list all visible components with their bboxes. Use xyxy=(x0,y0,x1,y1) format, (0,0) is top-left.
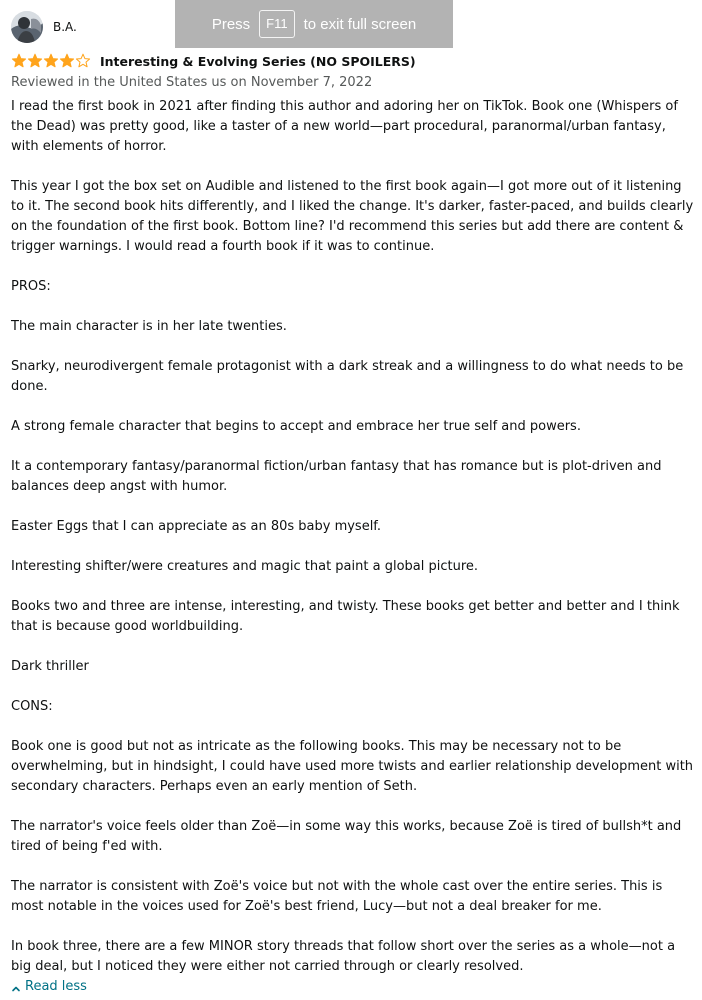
read-less-label[interactable]: Read less xyxy=(25,979,87,994)
user-avatar-icon[interactable] xyxy=(11,11,43,43)
review-paragraph: Dark thriller xyxy=(11,659,89,674)
fullscreen-notice-prefix: Press xyxy=(211,15,251,33)
review-paragraph: It a contemporary fantasy/paranormal fiction/urban fantasy that has romance but is plot-driven and balances deep angst with humor. xyxy=(11,459,662,494)
review-date: Reviewed in the United States us on November 7, 2022 xyxy=(11,75,373,90)
review-paragraph: I read the first book in 2021 after finding this author and adoring her on TikTok. Book one (Whispers of the Dead) was pretty good, like a taster of a new world—part procedural, paranormal/urban fantasy, with elements of horror. xyxy=(11,99,678,154)
star-filled-icon xyxy=(11,53,27,69)
fullscreen-notice xyxy=(175,0,453,48)
star-filled-icon xyxy=(59,53,75,69)
star-empty-icon xyxy=(75,53,91,69)
review-title-row xyxy=(11,51,697,71)
review-paragraph: The narrator's voice feels older than Zoë—in some way this works, because Zoë is tired of bullsh*t and tired of being f'ed with. xyxy=(11,819,682,854)
review-paragraph: This year I got the box set on Audible and listened to the first book again—I got more out of it listening to it. The second book hits differently, and I liked the change. It's darker, faster-paced, and builds clearly on the foundation of the first book. Bottom line? I'd recommend this series but add there are content & trigger warnings. I would read a fourth book if it was to continue. xyxy=(11,179,694,254)
star-filled-icon xyxy=(27,53,43,69)
reviewer-name[interactable]: B.A. xyxy=(53,20,77,34)
star-filled-icon xyxy=(43,53,59,69)
chevron-up-icon xyxy=(11,982,21,992)
review-paragraph: CONS: xyxy=(11,699,53,714)
review-title[interactable]: Interesting & Evolving Series (NO SPOILERS) xyxy=(100,53,416,69)
review-text xyxy=(11,97,697,977)
review-paragraph: Books two and three are intense, interesting, and twisty. These books get better and better and I think that is because good worldbuilding. xyxy=(11,599,680,634)
review-paragraph: In book three, there are a few MINOR story threads that follow short over the series as a whole—not a big deal, but I noticed they were either not carried through or clearly resolved. xyxy=(11,939,676,974)
star-rating[interactable] xyxy=(11,53,91,69)
review-paragraph: Interesting shifter/were creatures and magic that paint a global picture. xyxy=(11,559,479,574)
review-paragraph: Snarky, neurodivergent female protagonist with a dark streak and a willingness to do what needs to be done. xyxy=(11,359,684,394)
review-paragraph: PROS: xyxy=(11,279,51,294)
f11-key-badge: F11 xyxy=(259,10,294,38)
review-paragraph: Book one is good but not as intricate as the following books. This may be necessary not to be overwhelming, but in hindsight, I could have used more twists and earlier relationship development with secondary characters. Perhaps even an early mention of Seth. xyxy=(11,739,694,794)
read-less-link[interactable] xyxy=(11,978,697,996)
review-paragraph: Easter Eggs that I can appreciate as an 80s baby myself. xyxy=(11,519,382,534)
review-paragraph: The narrator is consistent with Zoë's voice but not with the whole cast over the entire series. This is most notable in the voices used for Zoë's best friend, Lucy—but not a deal breaker for me. xyxy=(11,879,663,914)
review-paragraph: The main character is in her late twenties. xyxy=(11,319,287,334)
review-paragraph: A strong female character that begins to accept and embrace her true self and powers. xyxy=(11,419,581,434)
customer-review xyxy=(11,10,697,996)
fullscreen-notice-suffix: to exit full screen xyxy=(303,15,417,33)
